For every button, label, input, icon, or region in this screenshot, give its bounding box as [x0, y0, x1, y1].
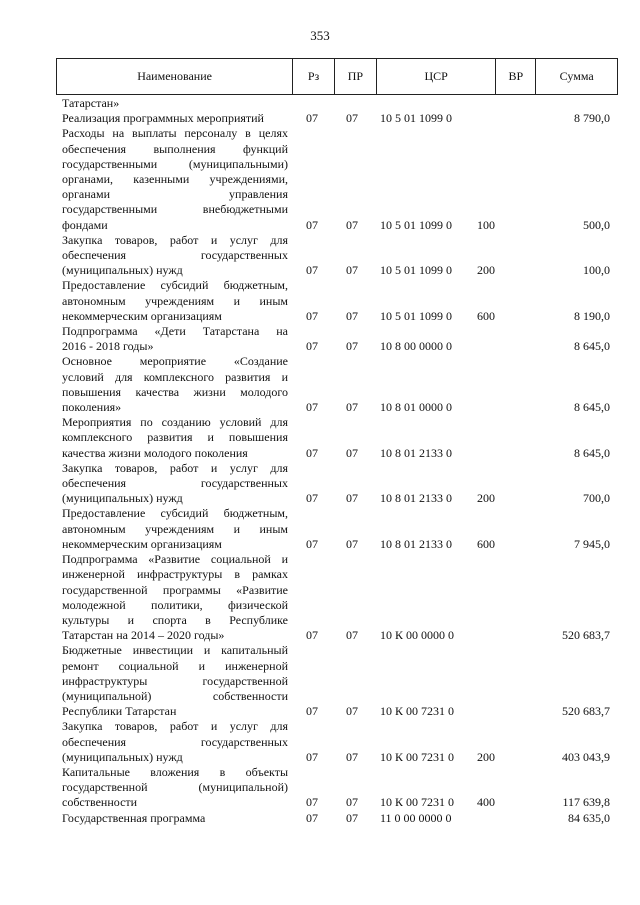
row-name-line: обеспечения государственных	[62, 734, 288, 749]
row-csr: 10 8 01 0000 0	[380, 400, 452, 415]
row-rz: 07	[306, 217, 318, 232]
row-name	[62, 765, 288, 811]
row-name-line: Республики Татарстан	[62, 704, 177, 719]
row-name-line: органами, казенными учреждениями,	[62, 172, 288, 187]
row-csr: 10 5 01 1099 0	[380, 111, 452, 126]
row-csr: 10 8 00 0000 0	[380, 339, 452, 354]
row-csr: 10 К 00 7231 0	[380, 704, 455, 719]
row-name-line: некоммерческим организациям	[62, 536, 222, 551]
row-name-line: Реализация программных мероприятий	[62, 111, 264, 126]
row-name-line: инфраструктуры государственной	[62, 673, 288, 688]
row-csr: 10 К 00 7231 0	[380, 749, 455, 764]
row-rz: 07	[306, 400, 318, 415]
row-rz: 07	[306, 445, 318, 460]
row-pr: 07	[346, 217, 358, 232]
page-number: 353	[310, 28, 330, 43]
row-name	[62, 324, 288, 354]
row-sum: 403 043,9	[562, 749, 610, 764]
row-pr: 07	[346, 628, 358, 643]
row-name-line: обеспечения выполнения функций	[62, 141, 288, 156]
table-row	[62, 96, 612, 111]
row-name-line: государственной (муниципальной)	[62, 780, 288, 795]
row-sum: 8 790,0	[574, 111, 610, 126]
row-name-line: условий для комплексного развития и	[62, 369, 288, 384]
table-header	[56, 58, 618, 95]
row-name-line: органами управления	[62, 187, 288, 202]
row-csr: 10 К 00 7231 0	[380, 795, 455, 810]
row-sum: 8 645,0	[574, 400, 610, 415]
row-name-line: качества жизни молодого поколения	[62, 445, 248, 460]
row-sum: 7 945,0	[574, 536, 610, 551]
row-rz: 07	[306, 628, 318, 643]
row-sum: 8 190,0	[574, 308, 610, 323]
row-vr: 200	[477, 263, 495, 278]
row-name-line: Подпрограмма «Дети Татарстана на	[62, 324, 288, 339]
table-row	[62, 111, 612, 126]
row-sum: 8 645,0	[574, 445, 610, 460]
table-body	[62, 96, 612, 826]
row-pr: 07	[346, 445, 358, 460]
row-name-line: молодежной политики, физической	[62, 597, 288, 612]
header-vr: ВР	[496, 59, 536, 94]
row-name-line: обеспечения государственных	[62, 476, 288, 491]
row-name-line: Татарстан»	[62, 96, 120, 110]
row-name	[62, 111, 288, 126]
row-pr: 07	[346, 491, 358, 506]
row-name	[62, 719, 288, 765]
row-sum: 84 635,0	[568, 810, 610, 825]
row-name-line: автономным учреждениям и иным	[62, 293, 288, 308]
row-name-line: ремонт социальной и инженерной	[62, 658, 288, 673]
table-row	[62, 461, 612, 507]
table-row	[62, 765, 612, 811]
header-rz: Рз	[293, 59, 335, 94]
row-name-line: (муниципальных) нужд	[62, 263, 183, 278]
table-row	[62, 278, 612, 324]
table-row	[62, 811, 612, 826]
row-name-line: Закупка товаров, работ и услуг для	[62, 232, 288, 247]
row-sum: 8 645,0	[574, 339, 610, 354]
header-sum: Сумма	[559, 69, 594, 83]
row-name-line: Закупка товаров, работ и услуг для	[62, 460, 288, 475]
row-name	[62, 126, 288, 232]
header-pr: ПР	[335, 59, 377, 94]
row-csr: 10 8 01 2133 0	[380, 536, 452, 551]
row-pr: 07	[346, 308, 358, 323]
row-name-line: государственной программы «Развитие	[62, 582, 288, 597]
row-pr: 07	[346, 810, 358, 825]
row-name-line: обеспечения государственных	[62, 248, 288, 263]
row-name-line: повышения качества жизни молодого	[62, 384, 288, 399]
header-csr: ЦСР	[377, 59, 497, 94]
row-name	[62, 354, 288, 415]
row-csr: 10 8 01 2133 0	[380, 445, 452, 460]
row-csr: 10 8 01 2133 0	[380, 491, 452, 506]
row-rz: 07	[306, 536, 318, 551]
row-sum: 100,0	[583, 263, 610, 278]
row-rz: 07	[306, 111, 318, 126]
row-name	[62, 643, 288, 719]
row-name-line: Расходы на выплаты персоналу в целях	[62, 126, 288, 141]
row-name-line: культуры и спорта в Республике	[62, 612, 288, 627]
row-rz: 07	[306, 704, 318, 719]
header-name: Наименование	[57, 59, 293, 94]
row-name-line: некоммерческим организациям	[62, 308, 222, 323]
row-csr: 11 0 00 0000 0	[380, 810, 452, 825]
row-sum: 520 683,7	[562, 704, 610, 719]
row-pr: 07	[346, 536, 358, 551]
row-sum: 117 639,8	[562, 795, 610, 810]
row-name-line: Предоставление субсидий бюджетным,	[62, 506, 288, 521]
row-pr: 07	[346, 263, 358, 278]
row-name-line: инженерной инфраструктуры в рамках	[62, 567, 288, 582]
row-pr: 07	[346, 339, 358, 354]
row-vr: 600	[477, 536, 495, 551]
row-pr: 07	[346, 400, 358, 415]
table-row	[62, 324, 612, 354]
row-csr: 10 К 00 0000 0	[380, 628, 455, 643]
row-rz: 07	[306, 810, 318, 825]
row-rz: 07	[306, 339, 318, 354]
row-name	[62, 415, 288, 461]
row-rz: 07	[306, 308, 318, 323]
row-pr: 07	[346, 795, 358, 810]
row-name-line: собственности	[62, 795, 138, 810]
row-rz: 07	[306, 795, 318, 810]
row-name-line: фондами	[62, 217, 108, 232]
table-row	[62, 506, 612, 552]
row-name	[62, 233, 288, 279]
row-name-line: автономным учреждениям и иным	[62, 521, 288, 536]
row-vr: 400	[477, 795, 495, 810]
row-name-line: Мероприятия по созданию условий для	[62, 415, 288, 430]
table-row	[62, 233, 612, 279]
row-name-line: (муниципальных) нужд	[62, 749, 183, 764]
row-name-line: (муниципальных) нужд	[62, 491, 183, 506]
row-csr: 10 5 01 1099 0	[380, 308, 452, 323]
row-name	[62, 461, 288, 507]
row-name-line: государственными (муниципальными)	[62, 156, 288, 171]
row-name	[62, 552, 288, 643]
row-rz: 07	[306, 749, 318, 764]
row-csr: 10 5 01 1099 0	[380, 217, 452, 232]
row-name-line: Бюджетные инвестиции и капитальный	[62, 643, 288, 658]
row-name	[62, 278, 288, 324]
row-rz: 07	[306, 263, 318, 278]
row-vr: 200	[477, 749, 495, 764]
row-rz: 07	[306, 491, 318, 506]
row-pr: 07	[346, 749, 358, 764]
row-name	[62, 811, 288, 826]
row-name-line: 2016 - 2018 годы»	[62, 339, 154, 354]
row-name-line: Основное мероприятие «Создание	[62, 354, 288, 369]
row-name-line: Предоставление субсидий бюджетным,	[62, 278, 288, 293]
row-name-line: комплексного развития и повышения	[62, 430, 288, 445]
row-name-line: Татарстан на 2014 – 2020 годы»	[62, 628, 225, 643]
row-sum: 700,0	[583, 491, 610, 506]
row-csr: 10 5 01 1099 0	[380, 263, 452, 278]
row-pr: 07	[346, 704, 358, 719]
row-sum: 520 683,7	[562, 628, 610, 643]
row-name-line: государственными внебюджетными	[62, 202, 288, 217]
table-row	[62, 126, 612, 232]
row-vr: 600	[477, 308, 495, 323]
row-name	[62, 96, 288, 111]
table-row	[62, 643, 612, 719]
row-name-line: Капитальные вложения в объекты	[62, 764, 288, 779]
row-name-line: (муниципальной) собственности	[62, 688, 288, 703]
table-row	[62, 552, 612, 643]
row-pr: 07	[346, 111, 358, 126]
table-row	[62, 719, 612, 765]
row-sum: 500,0	[583, 217, 610, 232]
row-name	[62, 506, 288, 552]
table-row	[62, 354, 612, 415]
row-name-line: поколения»	[62, 400, 122, 415]
row-vr: 200	[477, 491, 495, 506]
row-name-line: Подпрограмма «Развитие социальной и	[62, 552, 288, 567]
row-name-line: Государственная программа	[62, 810, 206, 825]
row-vr: 100	[477, 217, 495, 232]
table-row	[62, 415, 612, 461]
row-name-line: Закупка товаров, работ и услуг для	[62, 719, 288, 734]
